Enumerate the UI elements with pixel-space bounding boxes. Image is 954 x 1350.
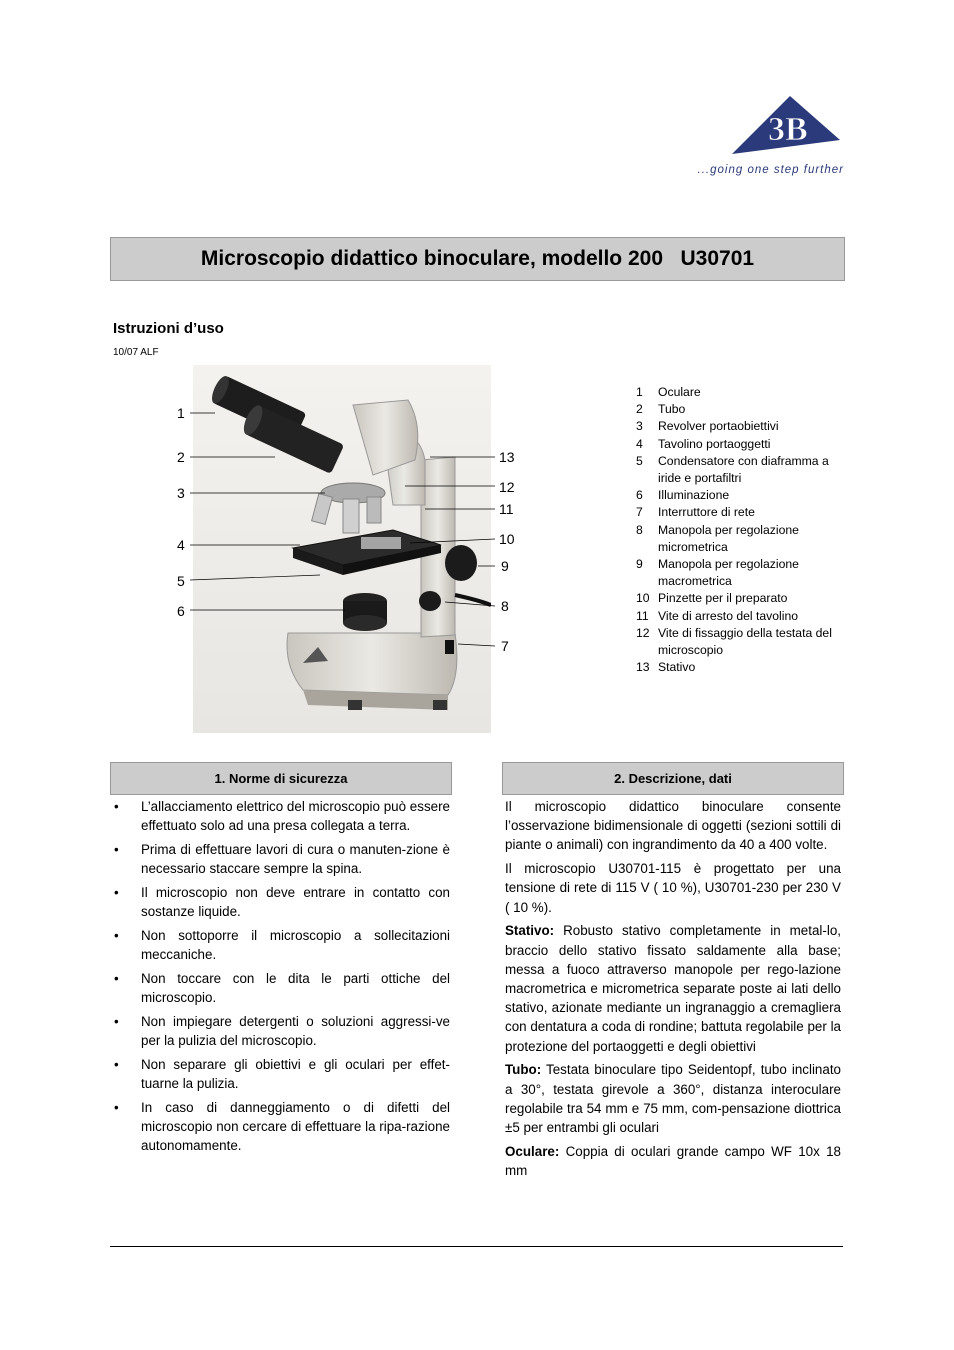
- list-item: • Non impiegare detergenti o soluzioni aggressi-ve per la pulizia del microscopio.: [110, 1012, 450, 1050]
- callout-1: 1: [177, 405, 185, 421]
- footer-divider: [110, 1246, 843, 1247]
- callout-12: 12: [499, 479, 515, 495]
- callout-9: 9: [501, 558, 509, 574]
- list-item: • Non separare gli obiettivi e gli oculari per effet-tuarne la pulizia.: [110, 1055, 450, 1093]
- safety-list: [110, 797, 450, 1156]
- stativo-paragraph: Stativo: Robusto stativo completamente in metal-lo, braccio dello stativo fissato saldamente alla base; messa a fuoco attraverso manopole per rego-lazione macrometrica e micrometrica separate poste ai lati dello stativo, azionate mediante un ingranaggio a cremagliera con dentatura a coda di rondine; battuta regolabile per la protezione del portaoggetti e degli obiettivi: [505, 923, 841, 1054]
- list-item: • L’allacciamento elettrico del microscopio può essere effettuato solo ad una presa collegata a terra.: [110, 797, 450, 835]
- tubo-label: Tubo:: [505, 1062, 542, 1078]
- svg-text:3B: 3B: [768, 111, 808, 148]
- voltage-paragraph: Il microscopio U30701-115 è progettato per una tensione di rete di 115 V ( 10 %), U30701-230 per 230 V ( 10 %).: [505, 861, 841, 915]
- callout-11: 11: [499, 501, 514, 517]
- description-paragraph: Il microscopio didattico binoculare consente l’osservazione bidimensionale di oggetti (sezioni sottili di piante o animali) con ingrandimento da 40 a 400 volte.: [505, 799, 841, 853]
- list-item: • Prima di effettuare lavori di cura o manuten-zione è necessario staccare sempre la spina.: [110, 840, 450, 878]
- legend-item: 11 Vite di arresto del tavolino: [636, 608, 799, 623]
- callout-5: 5: [177, 573, 185, 589]
- legend-item: 9 Manopola per regolazione macrometrica: [636, 557, 799, 589]
- section-heading-safety: 1. Norme di sicurezza: [110, 762, 452, 795]
- callout-10: 10: [499, 531, 515, 547]
- callout-13: 13: [499, 449, 515, 465]
- section-heading-description: 2. Descrizione, dati: [502, 762, 844, 795]
- list-item: • In caso di danneggiamento o di difetti del microscopio non cercare di effettuare la ripa-razione autonomamente.: [110, 1098, 450, 1156]
- callout-2: 2: [177, 449, 185, 465]
- callout-3: 3: [177, 485, 185, 501]
- list-item: • Il microscopio non deve entrare in contatto con sostanze liquide.: [110, 883, 450, 921]
- callout-6: 6: [177, 603, 185, 619]
- parts-legend: [636, 384, 846, 676]
- brand-tagline: ...going one step further: [697, 164, 844, 176]
- legend-item: 2 Tubo: [636, 402, 686, 417]
- description-column: [505, 797, 841, 1185]
- document-title: Microscopio didattico binoculare, modello 200 U30701: [200, 247, 755, 270]
- legend-item: 12 Vite di fissaggio della testata del microscopio: [636, 625, 832, 658]
- list-item: • Non toccare con le dita le parti ottiche del microscopio.: [110, 969, 450, 1007]
- legend-item: 13 Stativo: [636, 660, 696, 675]
- legend-item: 1 Oculare: [636, 385, 701, 399]
- svg-text:®: ®: [818, 131, 824, 138]
- legend-item: 8 Manopola per regolazione micrometrica: [636, 522, 799, 554]
- tubo-paragraph: Tubo: Testata binoculare tipo Seidentopf, tubo inclinato a 30°, testata girevole a 360°, distanza interoculare regolabile tra 54 mm e 75 mm, com-pensazione diottrica ±5 per entrambi gli oculari: [505, 1062, 841, 1136]
- list-item: • Non sottoporre il microscopio a sollecitazioni meccaniche.: [110, 926, 450, 964]
- stativo-label: Stativo:: [505, 923, 555, 939]
- safety-list-column: [110, 797, 450, 1160]
- legend-item: 6 Illuminazione: [636, 488, 730, 503]
- legend-item: 3 Revolver portaobiettivi: [636, 419, 779, 434]
- document-subtitle: Istruzioni d’uso: [113, 320, 224, 337]
- callout-8: 8: [501, 598, 509, 614]
- oculare-label: Oculare:: [505, 1143, 560, 1159]
- callout-4: 4: [177, 537, 185, 553]
- legend-item: 10 Pinzette per il preparato: [636, 591, 788, 606]
- document-datecode: 10/07 ALF: [113, 347, 159, 358]
- legend-item: 7 Interruttore di rete: [636, 505, 755, 520]
- callout-7: 7: [501, 638, 509, 654]
- oculare-paragraph: Oculare: Coppia di oculari grande campo WF 10x 18 mm: [505, 1143, 841, 1179]
- legend-item: 5 Condensatore con diaframma a iride e portafiltri: [636, 453, 829, 486]
- legend-item: 4 Tavolino portaoggetti: [636, 436, 771, 451]
